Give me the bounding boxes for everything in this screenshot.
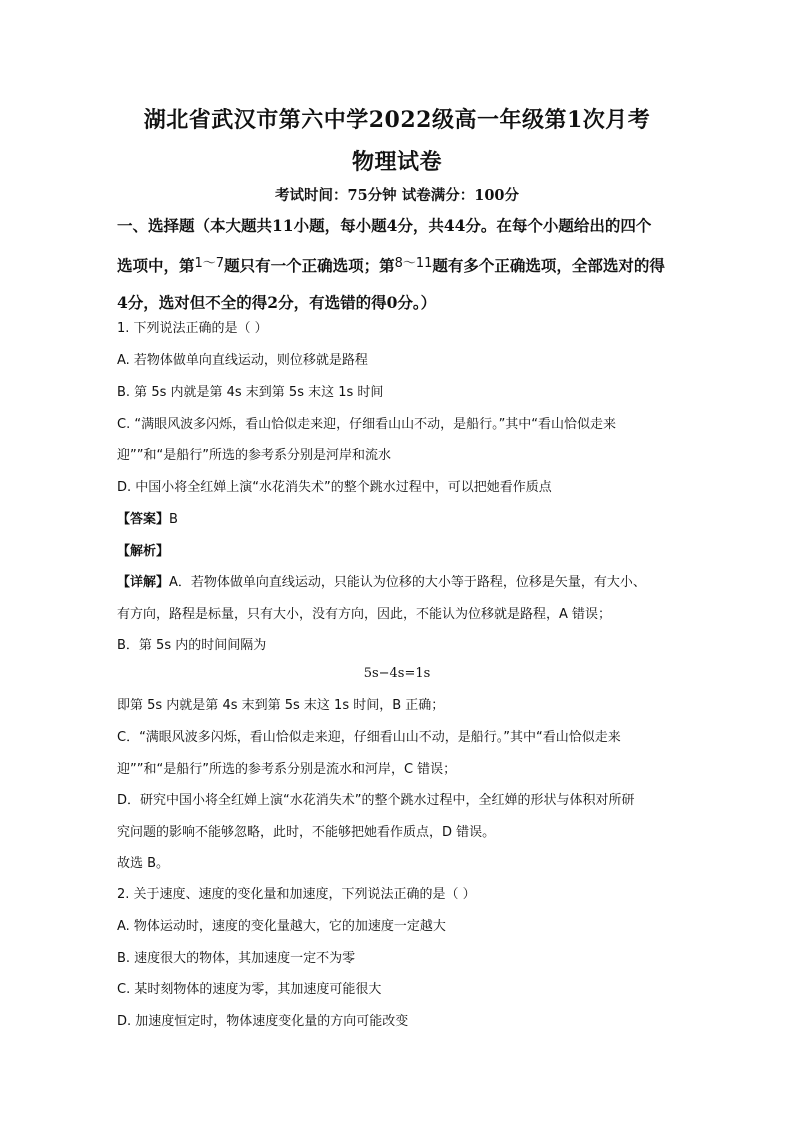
question-1-detail-line-5: C．“满眼风波多闪烁，看山恰似走来迎，仔细看山山不动，是船行。”其中“看山恰似走来 — [117, 730, 621, 745]
question-1-option-c-line-1: C. “满眼风波多闪烁，看山恰似走来迎，仔细看山山不动，是船行。”其中“看山恰似走来 — [117, 417, 617, 432]
question-1-detail-line-7: D．研究中国小将全红婵上演“水花消失术”的整个跳水过程中，全红婵的形状与体积对所研 — [117, 793, 635, 808]
question-1-detail-line-3: B．第 5s 内的时间间隔为 — [117, 638, 267, 653]
exam-info: 考试时间：75分钟 试卷满分：100分 — [275, 187, 519, 204]
question-1-conclusion: 故选 B。 — [117, 856, 170, 871]
question-1-analysis-tag — [117, 543, 687, 561]
section-text: 题只有一个正确选项；第 — [224, 256, 395, 275]
detail-tag: 【详解】 — [117, 575, 170, 590]
question-1-detail-line-8: 究问题的影响不能够忽略，此时，不能够把她看作质点，D 错误。 — [117, 825, 496, 840]
question-2-option-d: D. 加速度恒定时，物体速度变化量的方向可能改变 — [117, 1014, 409, 1029]
exam-subtitle: 物理试卷 — [351, 149, 442, 175]
question-1-option-a: A. 若物体做单向直线运动，则位移就是路程 — [117, 353, 368, 368]
question-1-detail-line-2: 有方向，路程是标量，只有大小，没有方向，因此，不能认为位移就是路程，A 错误； — [117, 607, 612, 622]
section-text: 选项中，第 — [117, 256, 195, 275]
section-text: 题有多个正确选项，全部选对的得 — [432, 256, 665, 275]
question-2-option-b: B. 速度很大的物体，其加速度一定不为零 — [117, 951, 356, 966]
section-heading-line-1: 一、选择题（本大题共11小题，每小题4分，共44分。在每个小题给出的四个 — [117, 216, 652, 235]
question-1-detail-line-1 — [117, 574, 687, 592]
question-1-option-b: B. 第 5s 内就是第 4s 末到第 5s 末这 1s 时间 — [117, 385, 384, 400]
answer-value: B — [169, 512, 178, 527]
question-2-option-a: A. 物体运动时，速度的变化量越大，它的加速度一定越大 — [117, 919, 446, 934]
answer-tag: 【答案】 — [117, 512, 170, 527]
exam-title: 湖北省武汉市第六中学2022级高一年级第1次月考 — [143, 107, 651, 133]
question-1-answer — [117, 511, 687, 529]
question-2-stem: 2. 关于速度、速度的变化量和加速度，下列说法正确的是（ ） — [117, 887, 476, 902]
analysis-tag: 【解析】 — [117, 544, 170, 559]
question-1-option-d: D. 中国小将全红婵上演“水花消失术”的整个跳水过程中，可以把她看作质点 — [117, 480, 552, 495]
section-heading-line-3: 4分，选对但不全的得2分，有选错的得0分。） — [117, 293, 437, 312]
question-1-detail-line-4: 即第 5s 内就是第 4s 末到第 5s 末这 1s 时间，B 正确； — [117, 698, 445, 713]
question-1-option-c-line-2: 迎””和“是船行”所选的参考系分别是河岸和流水 — [117, 448, 391, 463]
section-heading-line-2 — [117, 254, 687, 276]
question-range-single: 1～7 — [194, 256, 225, 271]
question-2-option-c: C. 某时刻物体的速度为零，其加速度可能很大 — [117, 982, 382, 997]
question-1-stem: 1. 下列说法正确的是（ ） — [117, 321, 268, 336]
question-1-formula: 5s−4s=1s — [363, 666, 431, 681]
detail-text: A．若物体做单向直线运动，只能认为位移的大小等于路程，位移是矢量，有大小、 — [169, 575, 646, 590]
question-1-detail-line-6: 迎””和“是船行”所选的参考系分别是流水和河岸，C 错误； — [117, 762, 457, 777]
question-range-multi: 8～11 — [394, 256, 433, 271]
